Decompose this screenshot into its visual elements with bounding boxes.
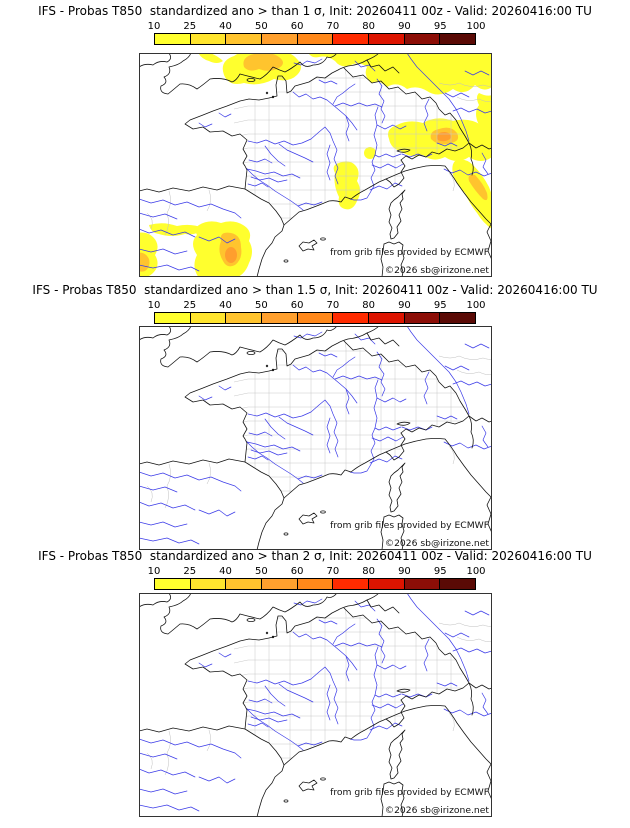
colorbar-tick-label: 25: [183, 566, 197, 577]
map-panel-1: [139, 53, 492, 277]
panel-title: IFS - Probas T850 standardized ano > than 1.5 σ, Init: 20260411 00z - Valid: 20260416:00 TU: [32, 283, 598, 297]
colorbar-segment: [440, 579, 475, 589]
colorbar-tick-label: 40: [219, 21, 232, 32]
colorbar-segment: [262, 579, 298, 589]
attribution-copyright: ©2026 sb@irizone.net: [384, 805, 489, 816]
attribution-copyright: ©2026 sb@irizone.net: [384, 538, 489, 549]
colorbar-segment: [262, 34, 298, 44]
colorbar-segment: [155, 579, 191, 589]
colorbar-segment: [298, 579, 334, 589]
colorbar-segment: [298, 313, 334, 323]
colorbar-tick-label: 100: [466, 21, 486, 32]
colorbar-segment: [333, 579, 369, 589]
colorbar-tick-label: 70: [326, 21, 340, 32]
colorbar-tick-label: 80: [362, 300, 376, 311]
panel-2-sigma: [0, 549, 630, 817]
colorbar-segment: [155, 34, 191, 44]
colorbar-tick-label: 100: [466, 300, 486, 311]
colorbar-wrap: [147, 21, 486, 45]
colorbar: [154, 33, 476, 45]
panel-title: IFS - Probas T850 standardized ano > than 2 σ, Init: 20260411 00z - Valid: 20260416:00 TU: [38, 549, 592, 563]
colorbar-segment: [369, 313, 405, 323]
colorbar-tick-label: 10: [147, 300, 161, 311]
colorbar-tick-label: 50: [254, 21, 268, 32]
colorbar-tick-label: 80: [362, 21, 376, 32]
colorbar-tick-label: 70: [326, 566, 340, 577]
colorbar-segment: [226, 313, 262, 323]
colorbar-wrap: [147, 566, 486, 590]
colorbar-segment: [262, 313, 298, 323]
map-panel-3: [139, 593, 492, 817]
colorbar-ticks: [147, 300, 486, 312]
map-background: [139, 593, 492, 817]
map-wrap: [139, 53, 492, 277]
colorbar-segment: [440, 313, 475, 323]
colorbar-tick-label: 95: [433, 566, 447, 577]
colorbar-tick-label: 95: [433, 21, 447, 32]
colorbar-segment: [405, 34, 441, 44]
colorbar-ticks: [147, 566, 486, 578]
panel-1p5-sigma: [0, 283, 630, 550]
colorbar: [154, 312, 476, 324]
colorbar-tick-label: 60: [290, 566, 304, 577]
colorbar-tick-label: 40: [219, 300, 232, 311]
colorbar-segment: [226, 34, 262, 44]
colorbar-tick-label: 50: [254, 566, 268, 577]
colorbar-segment: [369, 579, 405, 589]
colorbar-segment: [191, 579, 227, 589]
colorbar-tick-label: 95: [433, 300, 447, 311]
colorbar-segment: [155, 313, 191, 323]
colorbar-tick-label: 25: [183, 300, 197, 311]
colorbar-ticks: [147, 21, 486, 33]
colorbar-tick-label: 40: [219, 566, 232, 577]
colorbar-segment: [191, 34, 227, 44]
colorbar-tick-label: 10: [147, 21, 161, 32]
colorbar-segment: [226, 579, 262, 589]
colorbar-segment: [298, 34, 334, 44]
colorbar-tick-label: 60: [290, 300, 304, 311]
colorbar-segment: [369, 34, 405, 44]
panel-title: IFS - Probas T850 standardized ano > than 1 σ, Init: 20260411 00z - Valid: 20260416:00 TU: [38, 4, 592, 18]
colorbar-tick-label: 70: [326, 300, 340, 311]
colorbar-segment: [440, 34, 475, 44]
colorbar-tick-label: 100: [466, 566, 486, 577]
colorbar-tick-label: 25: [183, 21, 197, 32]
colorbar-tick-label: 50: [254, 300, 268, 311]
colorbar-tick-label: 60: [290, 21, 304, 32]
attribution-source: from grib files provided by ECMWF: [329, 787, 489, 798]
panel-1-sigma: [0, 4, 630, 277]
colorbar-segment: [191, 313, 227, 323]
colorbar-tick-label: 80: [362, 566, 376, 577]
map-wrap: [139, 593, 492, 817]
colorbar-wrap: [147, 300, 486, 324]
colorbar-segment: [333, 313, 369, 323]
colorbar-segment: [333, 34, 369, 44]
attribution-source: from grib files provided by ECMWF: [329, 520, 489, 531]
attribution-copyright: ©2026 sb@irizone.net: [384, 265, 489, 276]
colorbar-tick-label: 10: [147, 566, 161, 577]
map-background: [139, 326, 492, 550]
map-panel-2: [139, 326, 492, 550]
colorbar-tick-label: 90: [398, 21, 411, 32]
colorbar-segment: [405, 579, 441, 589]
map-wrap: [139, 326, 492, 550]
colorbar: [154, 578, 476, 590]
colorbar-segment: [405, 313, 441, 323]
attribution-source: from grib files provided by ECMWF: [329, 247, 489, 258]
colorbar-tick-label: 90: [398, 566, 411, 577]
colorbar-tick-label: 90: [398, 300, 411, 311]
